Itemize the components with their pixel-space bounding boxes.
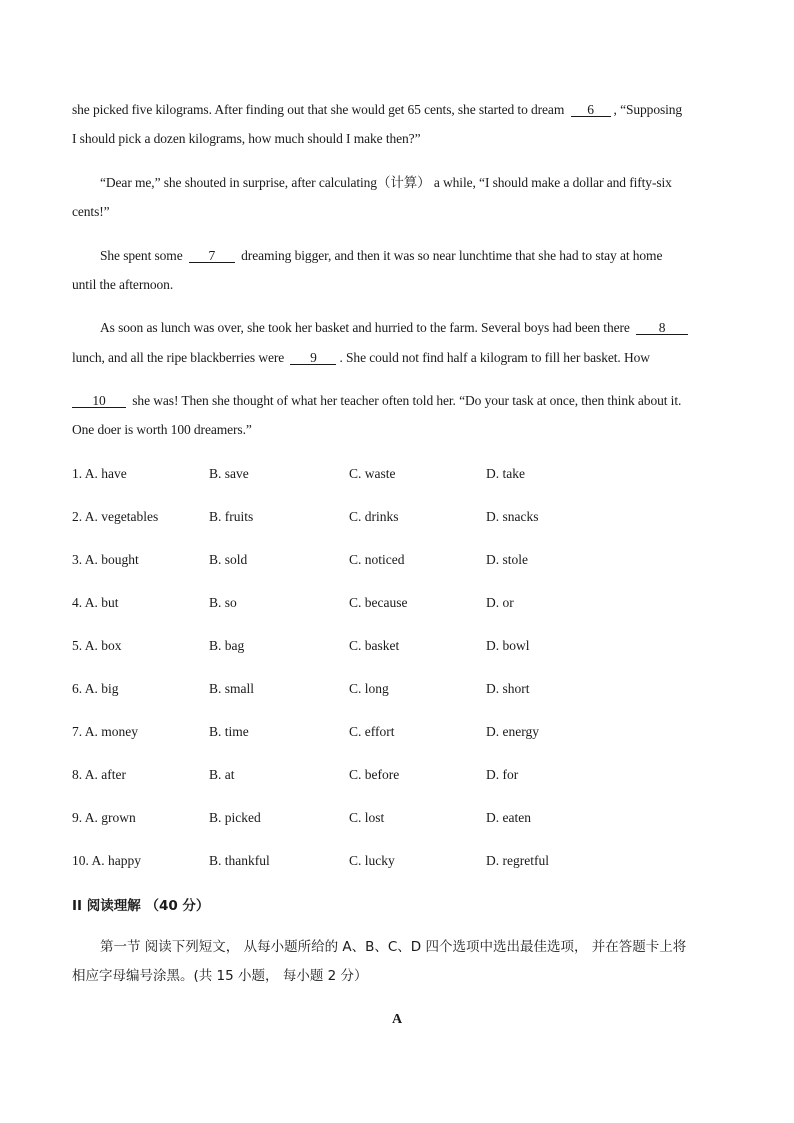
passage-text: she was! Then she thought of what her teacher often told her. “Do your task at once, then think about it. [132, 393, 682, 408]
passage-line [100, 320, 691, 336]
option-a: 4. A. but [72, 595, 119, 610]
passage-line: One doer is worth 100 dreamers.” [72, 422, 252, 437]
passage-line: cents!” [72, 204, 110, 219]
passage-line: “Dear me,” she shouted in surprise, after calculating（计算） a while, “I should make a dollar and fifty-six [100, 175, 672, 190]
option-a: 2. A. vegetables [72, 509, 159, 524]
passage-text: . She could not find half a kilogram to fill her basket. How [339, 350, 650, 365]
passage-text: She spent some [100, 248, 183, 263]
option-b: B. time [209, 724, 249, 739]
option-a: 5. A. box [72, 638, 122, 653]
option-c: C. drinks [349, 509, 399, 524]
option-c: C. basket [349, 638, 400, 653]
blank-9: 9 [290, 351, 336, 365]
option-b: B. so [209, 595, 237, 610]
option-d: D. take [486, 466, 525, 481]
option-d: D. for [486, 767, 519, 782]
option-b: B. bag [209, 638, 245, 653]
option-b: B. sold [209, 552, 248, 567]
passage-text: she picked five kilograms. After finding out that she would get 65 cents, she started to dream [72, 102, 565, 117]
option-d: D. eaten [486, 810, 531, 825]
passage-text: lunch, and all the ripe blackberries were [72, 350, 285, 365]
passage-line [72, 102, 682, 118]
passage-line [72, 393, 681, 409]
section-instructions: 相应字母编号涂黑。(共 15 小题， 每小题 2 分） [72, 968, 368, 984]
option-c: C. lucky [349, 853, 395, 868]
option-a: 3. A. bought [72, 552, 139, 567]
option-c: C. before [349, 767, 400, 782]
option-a: 9. A. grown [72, 810, 136, 825]
option-a: 8. A. after [72, 767, 126, 782]
section-instructions: 第一节 阅读下列短文， 从每小题所给的 A、B、C、D 四个选项中选出最佳选项， 并在答题卡上将 [100, 939, 687, 955]
blank-6: 6 [571, 103, 611, 117]
blank-7: 7 [189, 249, 235, 263]
blank-10: 10 [72, 394, 126, 408]
option-d: D. or [486, 595, 514, 610]
option-d: D. energy [486, 724, 539, 739]
passage-text: , “Supposing [613, 102, 683, 117]
option-b: B. picked [209, 810, 261, 825]
option-c: C. because [349, 595, 408, 610]
blank-8: 8 [636, 321, 688, 335]
option-c: C. waste [349, 466, 396, 481]
option-b: B. small [209, 681, 255, 696]
option-c: C. long [349, 681, 389, 696]
option-d: D. regretful [486, 853, 549, 868]
passage-line [72, 350, 650, 366]
option-a: 7. A. money [72, 724, 138, 739]
option-b: B. thankful [209, 853, 270, 868]
option-c: C. noticed [349, 552, 405, 567]
passage-text: dreaming bigger, and then it was so near lunchtime that she had to stay at home [241, 248, 663, 263]
section-title: II 阅读理解 （40 分） [72, 898, 210, 914]
option-d: D. bowl [486, 638, 530, 653]
option-d: D. short [486, 681, 530, 696]
option-b: B. save [209, 466, 249, 481]
option-d: D. snacks [486, 509, 539, 524]
option-b: B. fruits [209, 509, 254, 524]
passage-line [100, 248, 662, 264]
option-a: 1. A. have [72, 466, 127, 481]
option-d: D. stole [486, 552, 528, 567]
option-c: C. lost [349, 810, 385, 825]
option-b: B. at [209, 767, 235, 782]
passage-text: As soon as lunch was over, she took her basket and hurried to the farm. Several boys had been there [100, 320, 630, 335]
option-a: 6. A. big [72, 681, 119, 696]
option-a: 10. A. happy [72, 853, 141, 868]
passage-line: until the afternoon. [72, 277, 174, 292]
option-c: C. effort [349, 724, 395, 739]
passage-label: A [391, 1012, 403, 1027]
passage-line: I should pick a dozen kilograms, how much should I make then?” [72, 131, 421, 146]
